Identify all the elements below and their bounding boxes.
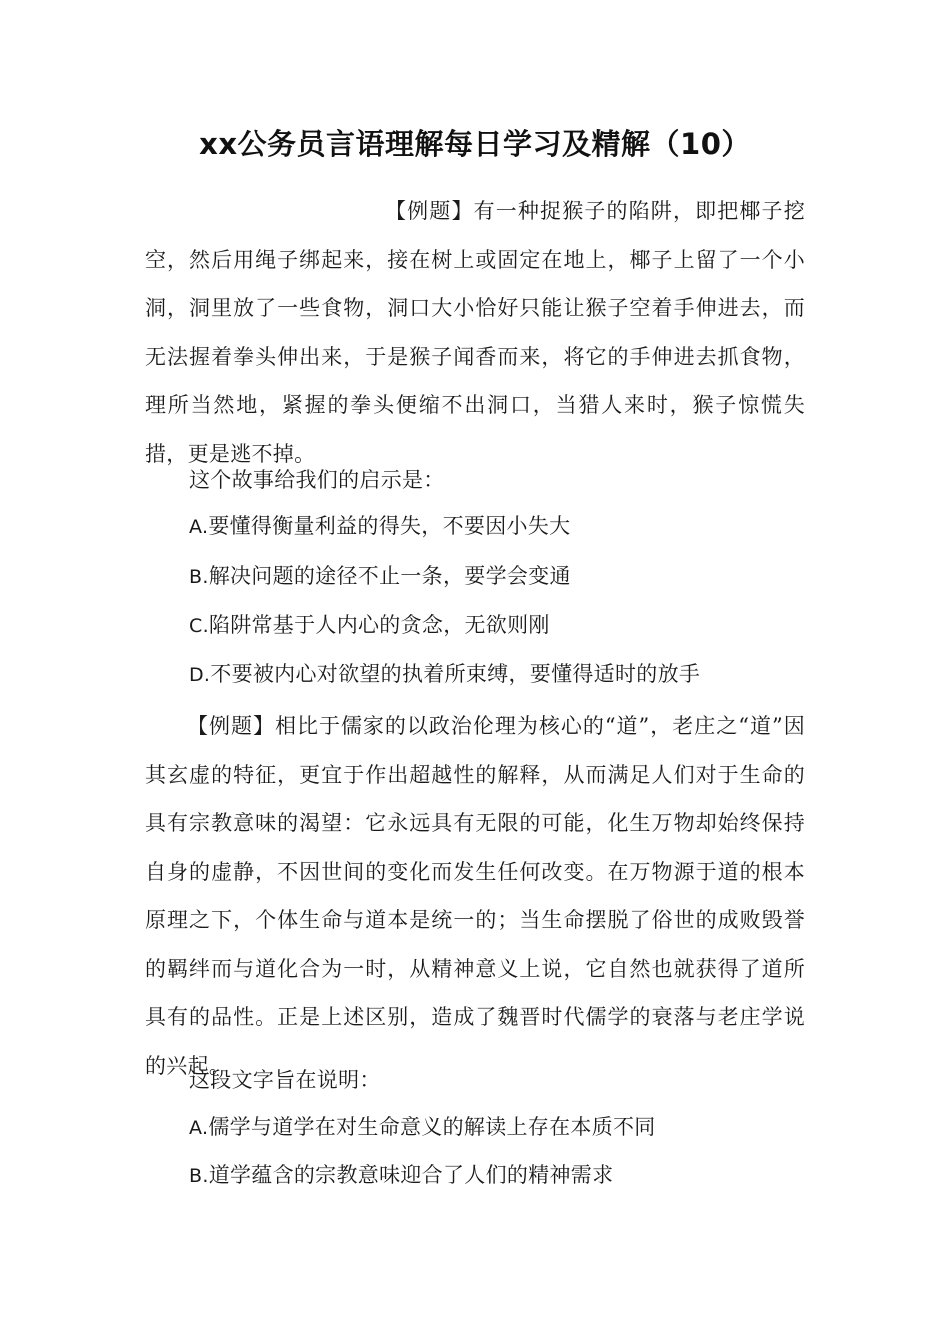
question1-option-b <box>189 552 849 601</box>
option-letter: B. <box>189 566 209 588</box>
option-letter: A. <box>189 1117 209 1139</box>
question1-passage: 【例题】有一种捉猴子的陷阱，即把椰子挖空，然后用绳子绑起来，接在树上或固定在地上，椰子上留了一个小洞，洞里放了一些食物，洞口大小恰好只能让猴子空着手伸进去，而无法握着拳头伸出来，于是猴子闻香而来，将它的手伸进去抓食物，理所当然地，紧握的拳头便缩不出洞口，当猎人来时，猴子惊慌失措，更是逃不掉。 <box>145 199 805 466</box>
question1-option-a <box>189 502 849 551</box>
question1-option-c <box>189 601 849 650</box>
question2-passage: 【例题】相比于儒家的以政治伦理为核心的“道”，老庄之“道”因其玄虚的特征，更宜于作出超越性的解释，从而满足人们对于生命的具有宗教意味的渴望：它永远具有无限的可能，化生万物却始终保持自身的虚静，不因世间的变化而发生任何改变。在万物源于道的根本原理之下，个体生命与道本是统一的；当生命摆脱了俗世的成败毁誉的羁绊而与道化合为一时，从精神意义上说，它自然也就获得了道所具有的品性。正是上述区别，造成了魏晋时代儒学的衰落与老庄学说的兴起。 <box>145 714 805 1078</box>
option-letter: B. <box>189 1165 209 1187</box>
option-text: 儒学与道学在对生命意义的解读上存在本质不同 <box>208 1115 656 1139</box>
option-text: 要懂得衡量利益的得失，不要因小失大 <box>208 514 571 538</box>
document-title: xx公务员言语理解每日学习及精解（10） <box>199 127 751 161</box>
question2-option-b <box>189 1151 849 1200</box>
question2-prompt: 这段文字旨在说明： <box>189 1068 381 1092</box>
question1-prompt: 这个故事给我们的启示是： <box>189 468 445 492</box>
option-letter: A. <box>189 516 209 538</box>
option-text: 陷阱常基于人内心的贪念，无欲则刚 <box>208 613 550 637</box>
question1-option-d <box>189 650 849 699</box>
option-text: 道学蕴含的宗教意味迎合了人们的精神需求 <box>208 1163 614 1187</box>
option-text: 不要被内心对欲望的执着所束缚，要懂得适时的放手 <box>210 662 701 686</box>
option-text: 解决问题的途径不止一条，要学会变通 <box>208 564 571 588</box>
option-letter: C. <box>189 615 209 637</box>
question2-option-a <box>189 1103 849 1152</box>
option-letter: D. <box>189 664 211 686</box>
